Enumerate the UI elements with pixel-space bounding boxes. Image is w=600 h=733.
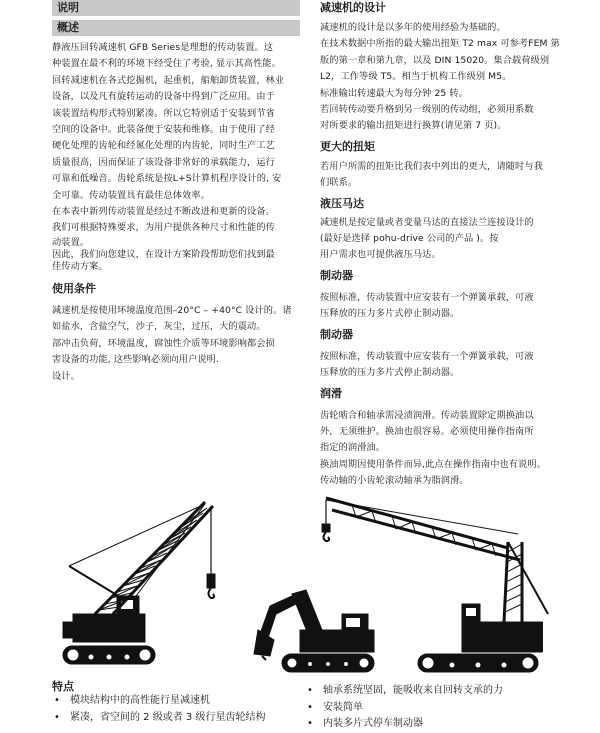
feature-item: • 紧凑，省空间的 2 级或者 3 级行星齿轮结构	[52, 710, 312, 727]
feature-item: • 轴承系统坚固，能吸收来自回转支承的力	[305, 683, 575, 700]
motor-line: 减速机是按定量或者变量马达的直接法兰连接设计的	[320, 216, 534, 228]
conditions-line: 减速机是按使用环境温度范围–20°C – +40°C 设计的。诸	[52, 304, 292, 316]
brake-line: 压释放的压力多片式停止制动器。	[320, 367, 460, 379]
overview-text	[52, 40, 300, 273]
feature-item: • 内装多片式停车制动器	[305, 716, 575, 733]
overview-line: 种装置在最不利的环境下经受住了考验, 显示其高性能。	[52, 58, 281, 70]
overview-line: 静液压回转减速机 GFB Series是理想的传动装置。这	[52, 42, 274, 53]
lube-line: 换油周期因使用条件而异,此点在操作指南中也有说明。	[320, 458, 546, 470]
overview-line: 全可靠。传动装置具有最佳总体效率。	[52, 189, 210, 201]
motor-line: 用户需求也可提供液压马达。	[320, 249, 441, 261]
torque-line: 若用户所需的扭矩比我们表中列出的更大，请随时与我	[320, 160, 543, 172]
torque-line: 们联系。	[320, 177, 358, 189]
feature-item: • 安装简单	[305, 700, 575, 717]
overview-line: 在本表中新列传动装置是经过不断改进和更新的设备。	[52, 206, 275, 218]
design-line: 标准输出转速最大为每分钟 25 转。	[320, 87, 468, 99]
brake-heading: 制动器	[320, 268, 353, 282]
conditions-line: 害设备的功能, 这些影响必须向用户说明.	[52, 354, 219, 366]
torque-heading: 更大的扭矩	[320, 139, 375, 153]
motor-line: (最好是选择 pohu-drive 公司的产品 )。按	[320, 233, 499, 245]
design-line: 若回转传动要升格到另一级别的传动组，必须用系数	[320, 104, 534, 116]
brake-line: 按照标准，传动装置中应安装有一个弹簧承载，可液	[320, 291, 534, 303]
lube-line: 传动轴的小齿轮滚动轴承为脂润滑。	[320, 475, 469, 487]
design-line: L2，工作等级 T5。相当于机构工作级别 M5。	[320, 71, 512, 83]
design-line: 版的第一章和第九章，以及 DIN 15020。集合载荷级别	[320, 54, 550, 66]
conditions-line: 设计。	[52, 370, 80, 382]
overview-line: 硬化处理的齿轮和经氮化处理的内齿轮，同时生产工艺	[52, 140, 275, 152]
design-line: 在技术数据中所指的最大输出扭矩 T2 max 可参考FEM 第	[320, 38, 560, 50]
overview-line: 因此，我们向您建议，在设计方案阶段帮助您们找到最	[52, 248, 275, 260]
features-heading: 特点	[52, 680, 74, 693]
conditions-text	[52, 303, 300, 385]
section-bar-overview: 概述	[52, 20, 300, 36]
design-line: 对所要求的输出扭矩进行换算(请见第 7 页)。	[320, 120, 507, 132]
lube-line: 齿轮啮合和轴承需浸渍润滑。传动装置除定期换油以	[320, 409, 534, 421]
brake-line: 压释放的压力多片式停止制动器。	[320, 308, 460, 320]
overview-line: 该装置结构形式特别紧凑。所以它特别适于安装到节省	[52, 107, 275, 119]
brake-line: 按照标准，传动装置中应安装有一个弹簧承载，可液	[320, 350, 534, 362]
overview-line: 回转减速机在各式挖掘机，起重机，船舶卸货装置，林业	[52, 74, 285, 86]
section-bar-explanation: 说明	[52, 0, 300, 16]
overview-line: 可靠和低噪音。齿轮系统是按L+S计算机程序设计的, 安	[52, 173, 282, 185]
left-column	[52, 0, 300, 385]
features-list-right	[305, 683, 575, 733]
overview-line: 佳传动方案。	[52, 260, 108, 272]
overview-line: 我们可根据特殊要求，为用户提供各种尺寸和性能的传	[52, 222, 275, 234]
crawler-crane-right-illustration	[312, 494, 562, 678]
conditions-heading: 使用条件	[52, 281, 96, 295]
feature-item: • 模块结构中的高性能行星减速机	[52, 693, 312, 710]
right-column	[320, 0, 568, 490]
lube-heading: 润滑	[320, 386, 342, 400]
features-list-left	[52, 693, 312, 726]
crawler-crane-left-illustration	[55, 496, 255, 676]
brake-heading-2: 制动器	[320, 327, 353, 341]
motor-heading: 液压马达	[320, 196, 364, 210]
overview-line: 动装置。	[52, 236, 90, 248]
design-line: 减速机的设计是以多年的使用经验为基础的。	[320, 22, 506, 33]
conditions-line: 如盐水，含盐空气，沙子，灰尘，过压，大的震动。	[52, 321, 266, 333]
lube-line: 外，无须维护。换油也很容易。必须使用操作指南所	[320, 425, 534, 437]
overview-line: 质量很高，因而保证了该设备非常好的承载能力，运行	[52, 156, 275, 168]
overview-line: 设备，以及凡有旋转运动的设备中得到广泛应用。由于	[52, 91, 275, 103]
lube-line: 指定的润滑油。	[320, 442, 386, 454]
design-heading: 减速机的设计	[320, 1, 386, 14]
overview-line: 空间的设备中。此装备便于安装和维修。由于使用了经	[52, 124, 275, 136]
conditions-line: 部冲击负荷，环境温度，腐蚀性介质等环境影响都会损	[52, 337, 275, 349]
